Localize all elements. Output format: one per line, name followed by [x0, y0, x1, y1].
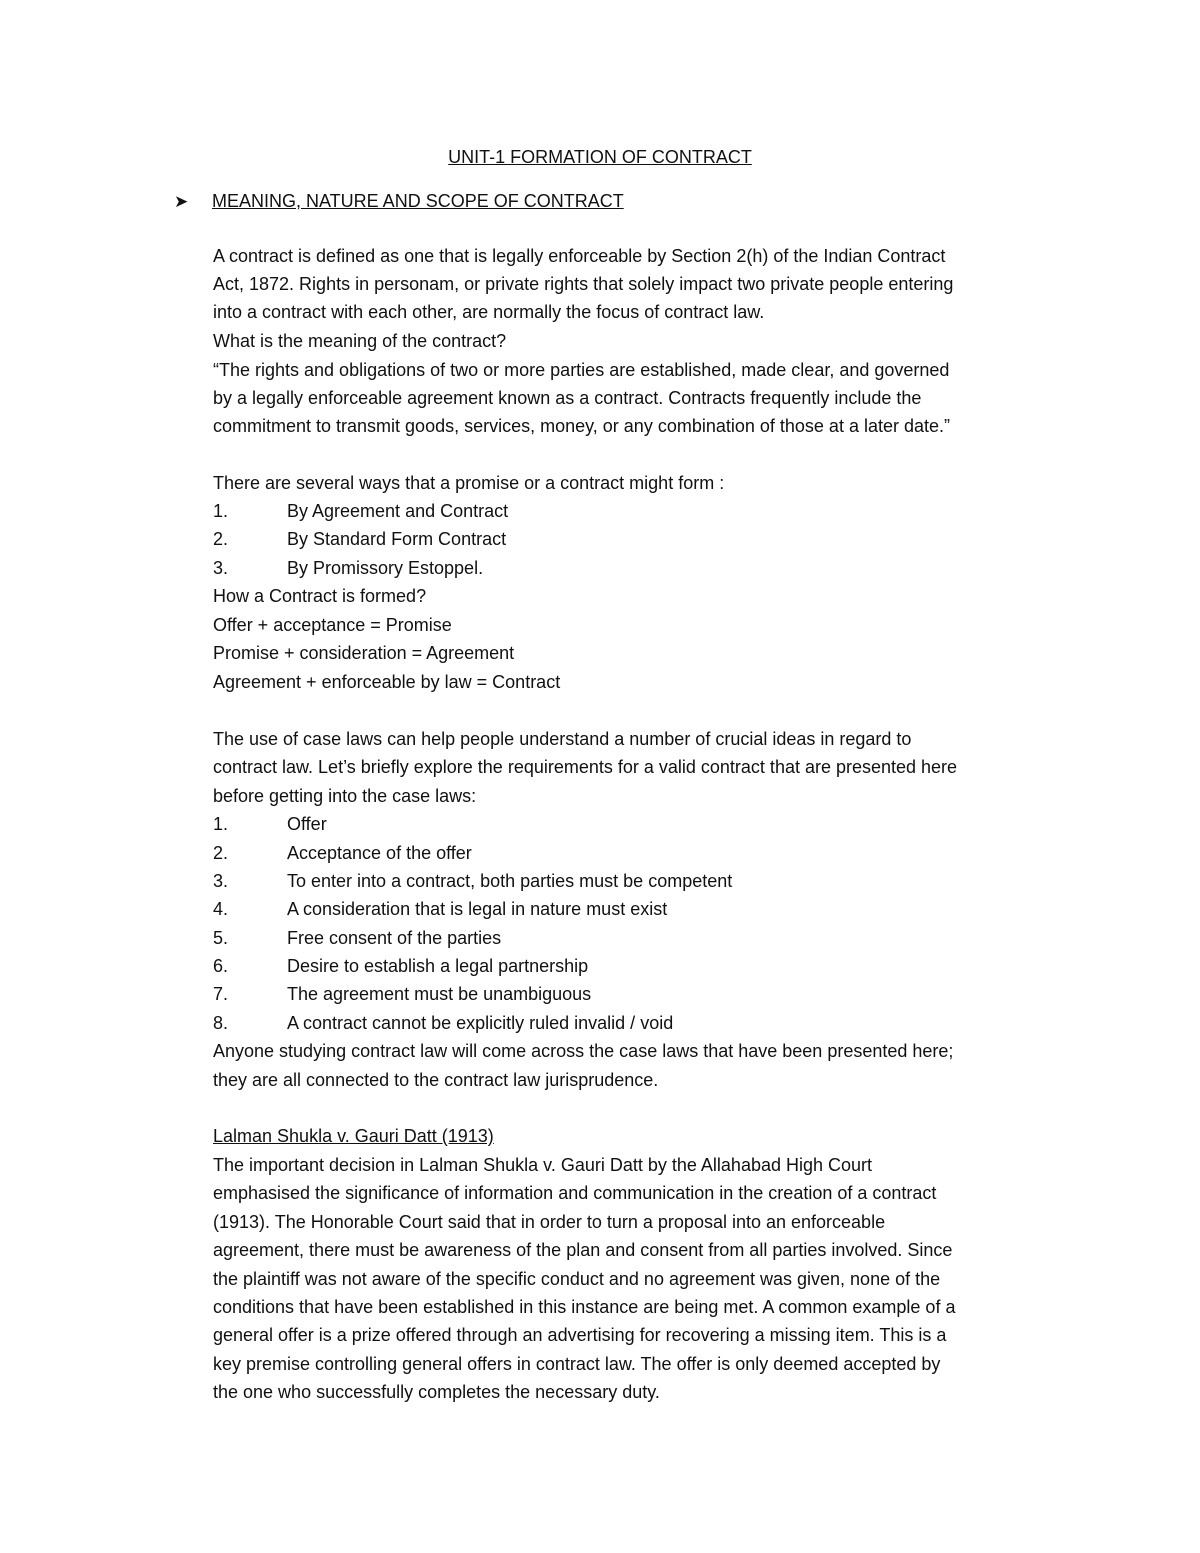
list-item	[213, 926, 501, 950]
paragraph-line: There are several ways that a promise or a contract might form :	[213, 473, 725, 493]
paragraph-line: (1913). The Honorable Court said that in order to turn a proposal into an enforceable	[213, 1212, 886, 1232]
paragraph-line: “The rights and obligations of two or more parties are established, made clear, and governed	[213, 360, 950, 380]
list-item	[213, 869, 732, 893]
list-text: A contract cannot be explicitly ruled invalid / void	[287, 1013, 674, 1033]
list-number: 7.	[213, 984, 229, 1004]
paragraph-line: general offer is a prize offered through an advertising for recovering a missing item. This is a	[213, 1325, 947, 1345]
paragraph-line: Act, 1872. Rights in personam, or private rights that solely impact two private people entering	[213, 274, 954, 294]
paragraph-line: agreement, there must be awareness of the plan and consent from all parties involved. Since	[213, 1240, 953, 1260]
list-item	[213, 499, 508, 523]
list-number: 5.	[213, 928, 229, 948]
list-number: 1.	[213, 501, 229, 521]
list-text: Desire to establish a legal partnership	[287, 956, 589, 976]
paragraph-line: they are all connected to the contract law jurisprudence.	[213, 1070, 659, 1090]
list-number: 2.	[213, 843, 229, 863]
list-item	[213, 556, 483, 580]
paragraph-line: key premise controlling general offers in contract law. The offer is only deemed accepted by	[213, 1354, 941, 1374]
list-number: 3.	[213, 558, 229, 578]
paragraph-line: before getting into the case laws:	[213, 786, 477, 806]
list-item	[213, 1011, 673, 1035]
list-item	[213, 812, 327, 836]
section-heading	[174, 190, 624, 212]
document-title: UNIT-1 FORMATION OF CONTRACT	[448, 147, 752, 167]
list-text: The agreement must be unambiguous	[287, 984, 592, 1004]
paragraph-line: Anyone studying contract law will come across the case laws that have been presented here;	[213, 1041, 954, 1061]
list-number: 2.	[213, 529, 229, 549]
paragraph-line: emphasised the significance of information and communication in the creation of a contract	[213, 1183, 937, 1203]
paragraph-line: by a legally enforceable agreement known as a contract. Contracts frequently include the	[213, 388, 922, 408]
list-text: By Agreement and Contract	[287, 501, 509, 521]
list-text: Free consent of the parties	[287, 928, 502, 948]
list-item	[213, 954, 588, 978]
paragraph-line: contract law. Let’s briefly explore the requirements for a valid contract that are presented here	[213, 757, 958, 777]
list-item	[213, 841, 472, 865]
paragraph-line: Agreement + enforceable by law = Contract	[213, 672, 561, 692]
paragraph-line: What is the meaning of the contract?	[213, 331, 507, 351]
list-item	[213, 527, 506, 551]
list-item	[213, 897, 667, 921]
arrowhead-bullet-icon: ➤	[174, 192, 189, 212]
list-text: To enter into a contract, both parties must be competent	[287, 871, 733, 891]
list-item	[213, 982, 591, 1006]
list-number: 6.	[213, 956, 229, 976]
paragraph-line: How a Contract is formed?	[213, 586, 427, 606]
list-text: Acceptance of the offer	[287, 843, 472, 863]
list-text: By Standard Form Contract	[287, 529, 507, 549]
section-heading-text: MEANING, NATURE AND SCOPE OF CONTRACT	[212, 191, 624, 211]
list-number: 8.	[213, 1013, 229, 1033]
list-number: 3.	[213, 871, 229, 891]
paragraph-line: A contract is defined as one that is legally enforceable by Section 2(h) of the Indian Contract	[213, 246, 946, 266]
paragraph-line: Promise + consideration = Agreement	[213, 643, 515, 663]
list-text: A consideration that is legal in nature must exist	[287, 899, 668, 919]
list-number: 1.	[213, 814, 229, 834]
paragraph-line: The important decision in Lalman Shukla v. Gauri Datt by the Allahabad High Court	[213, 1155, 873, 1175]
paragraph-line: the plaintiff was not aware of the specific conduct and no agreement was given, none of the	[213, 1269, 941, 1289]
paragraph-line: Offer + acceptance = Promise	[213, 615, 452, 635]
paragraph-line: The use of case laws can help people understand a number of crucial ideas in regard to	[213, 729, 912, 749]
paragraph-line: the one who successfully completes the necessary duty.	[213, 1382, 660, 1402]
list-text: Offer	[287, 814, 327, 834]
paragraph-line: commitment to transmit goods, services, money, or any combination of those at a later date.”	[213, 416, 950, 436]
list-text: By Promissory Estoppel.	[287, 558, 484, 578]
paragraph-line: conditions that have been established in this instance are being met. A common example of a	[213, 1297, 956, 1317]
case-title: Lalman Shukla v. Gauri Datt (1913)	[213, 1126, 494, 1146]
list-number: 4.	[213, 899, 229, 919]
paragraph-line: into a contract with each other, are normally the focus of contract law.	[213, 302, 765, 322]
